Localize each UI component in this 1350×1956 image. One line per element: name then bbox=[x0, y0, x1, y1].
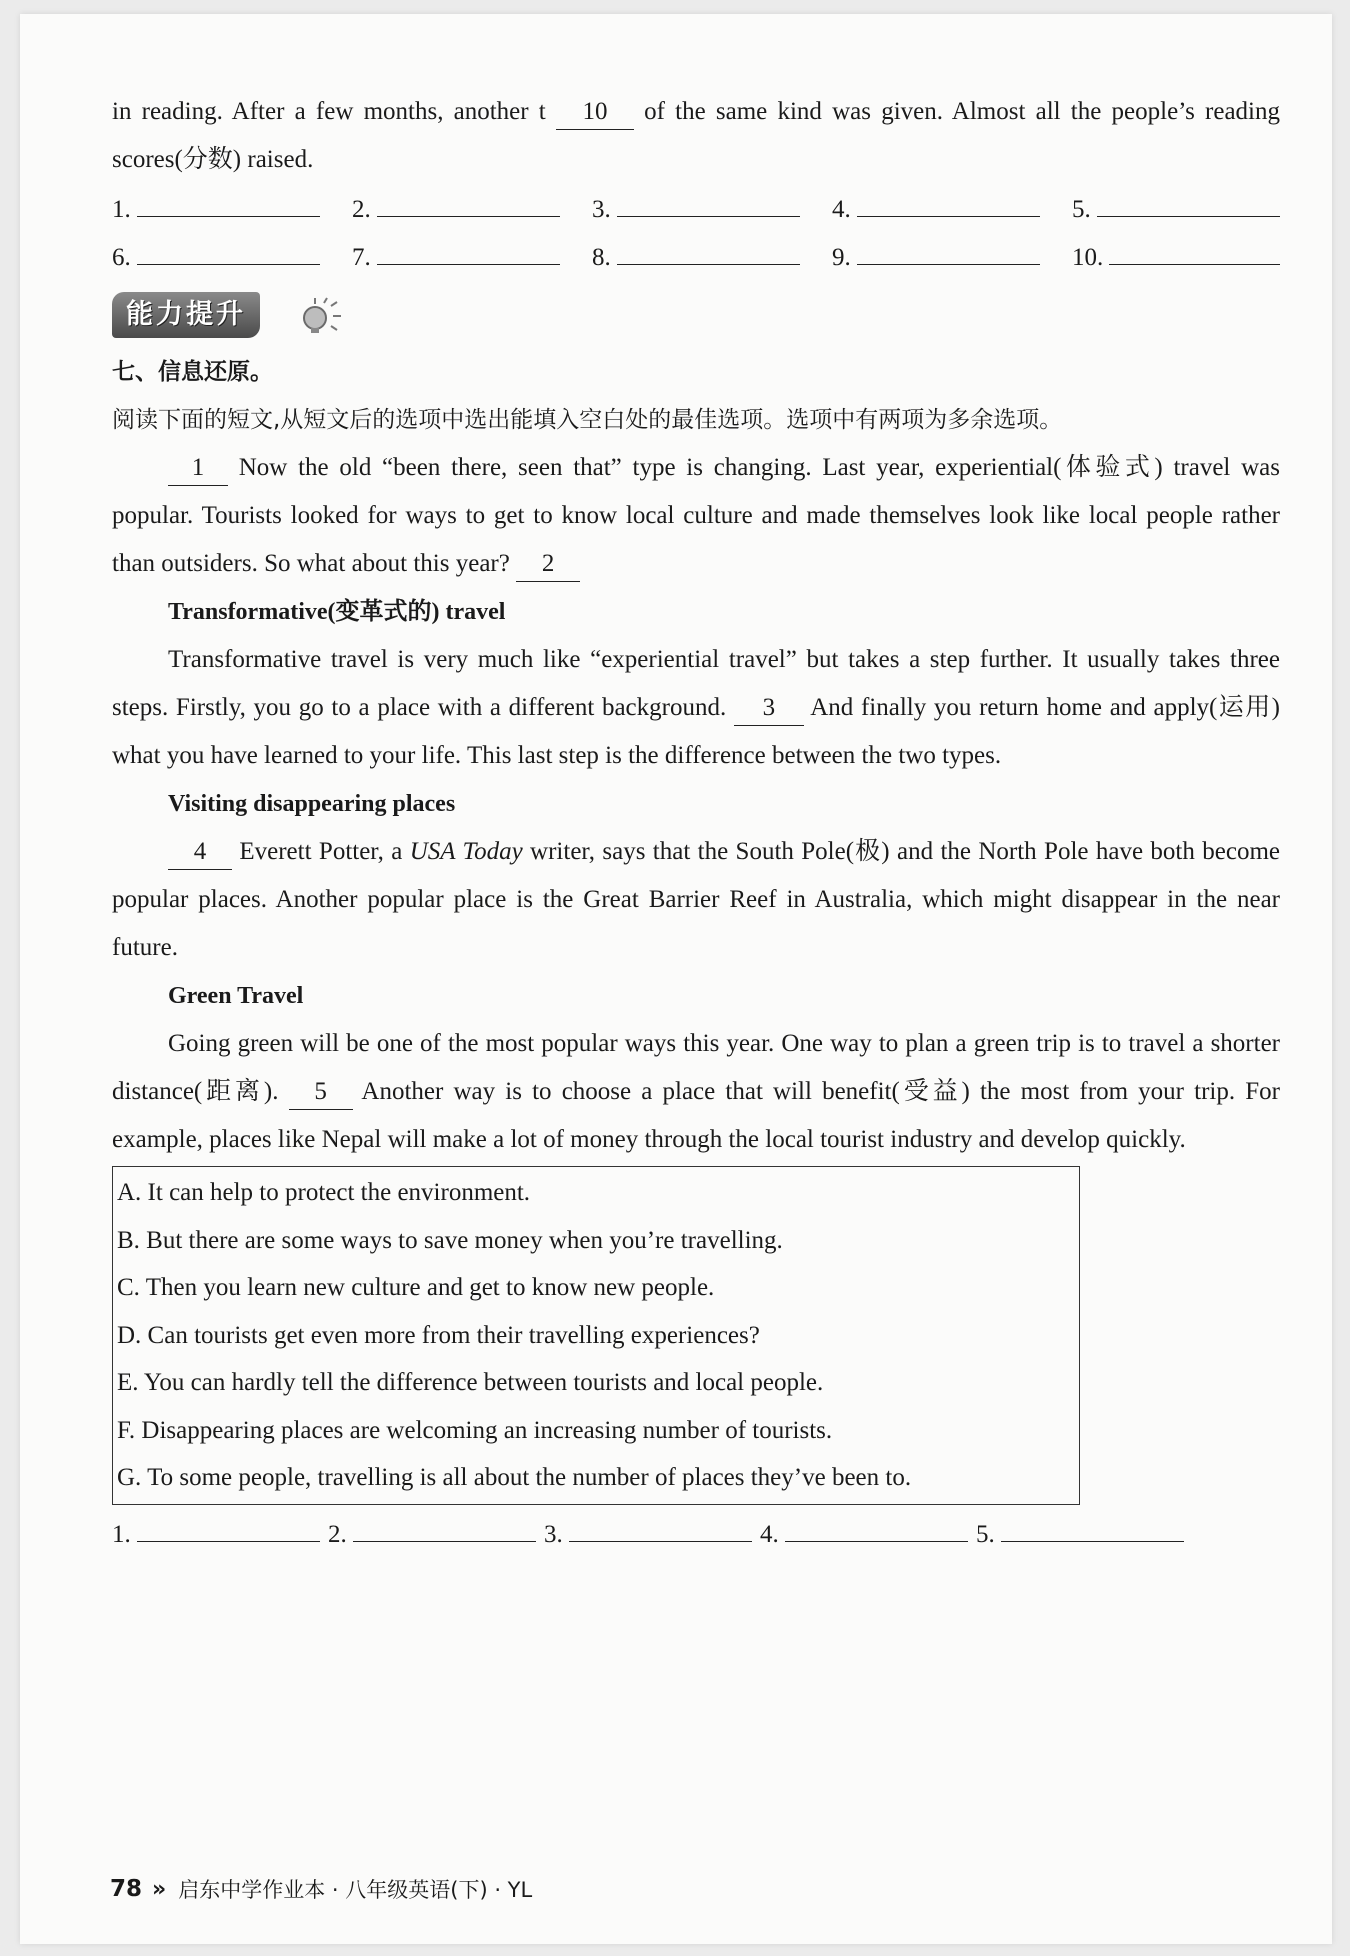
answer-slot[interactable] bbox=[112, 186, 320, 234]
answer-number: 1. bbox=[112, 196, 131, 223]
intro-paragraph bbox=[112, 88, 1280, 184]
blank-1[interactable]: 1 bbox=[168, 451, 228, 486]
answer-row-top-1 bbox=[112, 186, 1280, 234]
answer-line[interactable] bbox=[137, 238, 320, 265]
answer-number: 10. bbox=[1072, 244, 1104, 271]
option-a: A. It can help to protect the environment. bbox=[117, 1179, 531, 1206]
answer-number: 5. bbox=[1072, 196, 1091, 223]
answer-number: 4. bbox=[832, 196, 851, 223]
answer-row-top-2 bbox=[112, 234, 1280, 282]
paragraph-4 bbox=[112, 1020, 1280, 1164]
answer-number: 6. bbox=[112, 244, 131, 271]
answer-line[interactable] bbox=[785, 1515, 968, 1542]
answer-number: 5. bbox=[976, 1520, 995, 1548]
answer-line[interactable] bbox=[377, 238, 560, 265]
subheading-disappearing: Visiting disappearing places bbox=[168, 791, 456, 817]
answer-line[interactable] bbox=[617, 190, 800, 217]
answer-line[interactable] bbox=[857, 238, 1040, 265]
blank-3[interactable]: 3 bbox=[734, 691, 804, 726]
answer-slot[interactable] bbox=[112, 234, 320, 282]
blank-5[interactable]: 5 bbox=[289, 1075, 353, 1110]
paragraph-1 bbox=[112, 444, 1280, 588]
paragraph-2-text-1: Transformative travel is very much like “experiential travel” but takes a step further. It usually takes three steps. Firstly, you go to a place with a different background. bbox=[112, 646, 1280, 721]
answer-slot[interactable] bbox=[352, 234, 560, 282]
answer-line[interactable] bbox=[569, 1515, 752, 1542]
answer-slot[interactable] bbox=[832, 234, 1040, 282]
answer-slot[interactable] bbox=[112, 1511, 320, 1559]
answer-slot[interactable] bbox=[1072, 234, 1280, 282]
lightbulb-icon bbox=[297, 294, 343, 336]
answer-number: 8. bbox=[592, 244, 611, 271]
page-content bbox=[112, 88, 1280, 1559]
paragraph-4-text-1: Going green will be one of the most popular ways this year. One way to plan a green trip is to travel a shorter distance(距离). bbox=[112, 1030, 1280, 1105]
answer-slot[interactable] bbox=[328, 1511, 536, 1559]
answer-number: 3. bbox=[592, 196, 611, 223]
answer-slot[interactable] bbox=[1072, 186, 1280, 234]
answer-slot[interactable] bbox=[832, 186, 1040, 234]
paragraph-1-text: Now the old “been there, seen that” type is changing. Last year, experiential(体验式) travel was popular. Tourists looked for ways to get to know local culture and made themselves look like local people rather than outsiders. So what about this year? bbox=[112, 454, 1280, 577]
paragraph-4-text-2: Another way is to choose a place that will benefit(受益) the most from your trip. For example, places like Nepal will make a lot of money through the local tourist industry and develop quickly. bbox=[112, 1078, 1280, 1153]
blank-4[interactable]: 4 bbox=[168, 835, 232, 870]
answer-slot[interactable] bbox=[544, 1511, 752, 1559]
answer-number: 4. bbox=[760, 1520, 779, 1548]
intro-text-after: of the same kind was given. Almost all the people’s reading scores(分数) raised. bbox=[112, 98, 1281, 173]
answer-line[interactable] bbox=[617, 238, 800, 265]
answer-slot[interactable] bbox=[592, 234, 800, 282]
chevron-double-right-icon: » bbox=[152, 1876, 161, 1902]
answer-line[interactable] bbox=[857, 190, 1040, 217]
answer-slot[interactable] bbox=[352, 186, 560, 234]
subheading-transformative: Transformative(变革式的) travel bbox=[168, 599, 506, 625]
answer-line[interactable] bbox=[137, 1515, 320, 1542]
answer-number: 2. bbox=[352, 196, 371, 223]
section-instruction: 阅读下面的短文,从短文后的选项中选出能填入空白处的最佳选项。选项中有两项为多余选项。 bbox=[112, 407, 1063, 433]
paragraph-2-text-2: And finally you return home and apply(运用) what you have learned to your life. This last step is the difference between the two types. bbox=[112, 694, 1280, 769]
paragraph-3 bbox=[112, 828, 1280, 972]
answer-number: 3. bbox=[544, 1520, 563, 1548]
publication-name: USA Today bbox=[409, 838, 523, 865]
answer-line[interactable] bbox=[1001, 1515, 1184, 1542]
answer-slot[interactable] bbox=[592, 186, 800, 234]
answer-number: 2. bbox=[328, 1520, 347, 1548]
answer-line[interactable] bbox=[137, 190, 320, 217]
options-box bbox=[112, 1166, 1080, 1505]
answer-number: 9. bbox=[832, 244, 851, 271]
workbook-page bbox=[20, 14, 1332, 1944]
option-d: D. Can tourists get even more from their travelling experiences? bbox=[117, 1321, 760, 1349]
answer-slot[interactable] bbox=[976, 1511, 1184, 1559]
intro-text-before: in reading. After a few months, another t bbox=[112, 98, 546, 125]
option-g: G. To some people, travelling is all about the number of places they’ve been to. bbox=[117, 1464, 912, 1491]
answer-line[interactable] bbox=[353, 1515, 536, 1542]
paragraph-3-text-2: writer, says that the South Pole(极) and the North Pole have both become popular places. Another popular place is the Great Barrier Reef in Australia, which might disappear in the near future. bbox=[112, 838, 1280, 961]
answer-line[interactable] bbox=[377, 190, 560, 217]
ability-badge-row bbox=[112, 286, 1280, 348]
answer-number: 1. bbox=[112, 1520, 131, 1548]
page-footer bbox=[110, 1874, 532, 1904]
option-b: B. But there are some ways to save money when you’re travelling. bbox=[117, 1226, 783, 1254]
option-e: E. You can hardly tell the difference between tourists and local people. bbox=[117, 1369, 824, 1396]
subheading-green: Green Travel bbox=[168, 983, 304, 1009]
answer-number: 7. bbox=[352, 244, 371, 271]
option-c: C. Then you learn new culture and get to know new people. bbox=[117, 1274, 715, 1301]
answer-line[interactable] bbox=[1097, 190, 1280, 217]
blank-2[interactable]: 2 bbox=[516, 547, 580, 582]
answer-line[interactable] bbox=[1109, 238, 1280, 265]
paragraph-2 bbox=[112, 636, 1280, 780]
paragraph-3-text-1: Everett Potter, a bbox=[232, 838, 410, 865]
answer-slot[interactable] bbox=[760, 1511, 968, 1559]
option-f: F. Disappearing places are welcoming an increasing number of tourists. bbox=[117, 1416, 833, 1444]
answer-row-bottom bbox=[112, 1511, 1184, 1559]
section-title: 七、信息还原。 bbox=[112, 359, 273, 385]
ability-badge: 能力提升 bbox=[112, 292, 260, 338]
page-number: 78 bbox=[110, 1876, 143, 1902]
book-title: 启东中学作业本 · 八年级英语(下) · YL bbox=[178, 1878, 533, 1902]
intro-blank[interactable]: 10 bbox=[556, 95, 634, 130]
